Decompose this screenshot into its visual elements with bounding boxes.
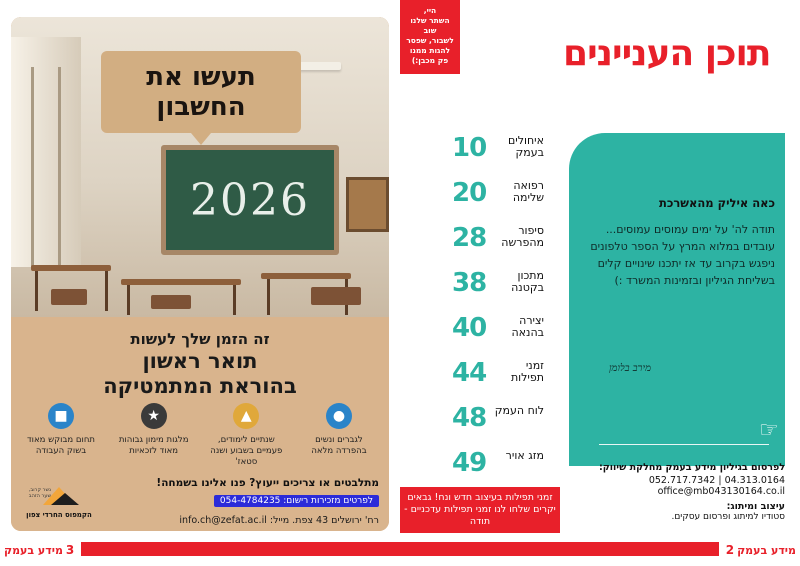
divider bbox=[599, 444, 769, 445]
footer-left: מידע בעמק 3 bbox=[0, 542, 81, 558]
footer-bar bbox=[0, 542, 800, 556]
feature-item: ● לגברים ונשים בהפרדה מלאה bbox=[299, 403, 379, 473]
marketing-email[interactable]: office@mb043130164.co.il bbox=[657, 486, 785, 497]
toc-item[interactable]: 48 לוח העמק bbox=[452, 403, 544, 433]
contact-question: מתלבטים או צריכים ייעוץ? פנו אלינו בשמחה! bbox=[156, 477, 379, 489]
feature-item: ★ מלגות מימון גבוהות מאוד לזכאיות bbox=[114, 403, 194, 473]
headline-callout: תעשו את החשבון bbox=[101, 51, 301, 133]
career-icon: ■ bbox=[48, 403, 74, 429]
campus-logo: נשר קרוב, שער הזהב הקמפוס החרדי צפון bbox=[26, 487, 92, 519]
address-email[interactable]: רח' ירושלים 43 צפת. מייל: info.ch@zefat.ac.il bbox=[179, 515, 379, 526]
toc-item[interactable]: 28 סיפור מהפרשה bbox=[452, 223, 544, 253]
chalkboard-year: 2026 bbox=[190, 174, 310, 226]
ad-headline: זה הזמן שלך לעשות תואר ראשון בהוראת המתמטיקה bbox=[103, 330, 297, 398]
ad-details bbox=[11, 317, 389, 531]
editor-note-panel bbox=[569, 133, 785, 466]
ad-contact bbox=[11, 477, 389, 531]
page-number: 3 bbox=[65, 543, 75, 557]
toc-item[interactable]: 44 זמני תפילות bbox=[452, 358, 544, 388]
toc-item[interactable]: 38 מתכון בקטנה bbox=[452, 268, 544, 298]
credits: לפרסום בגיליון מידע בעמק מחלקת שיווק: 04.313.0164 | 052.717.7342 office@mb043130164.co.il עיצוב ומיתוג: סטודיו למיתוג ופרסום עסקים. bbox=[598, 462, 785, 522]
people-icon: ● bbox=[326, 403, 352, 429]
medal-icon: ★ bbox=[141, 403, 167, 429]
marketing-phones[interactable]: 04.313.0164 | 052.717.7342 bbox=[648, 475, 785, 486]
footer-right: 2 מידע בעמק bbox=[719, 542, 800, 558]
pointer-hand-icon: ☞ bbox=[759, 418, 779, 443]
editor-note-title: כאה איליק מהאשרכת bbox=[659, 196, 775, 210]
toc-item[interactable]: 49 מזג אויר bbox=[452, 448, 544, 478]
prayer-times-promo: זמני תפילות בעיצוב חדש ונח! גבאים יקרים שלחו לנו זמני תפילות עדכניים - תודה bbox=[400, 487, 560, 533]
feature-item: ▲ שנתיים לימודים, פעמיים בשבוע ושנה סטאז' bbox=[206, 403, 286, 473]
college-advertisement bbox=[11, 17, 389, 531]
page-title: תוכן העניינים bbox=[563, 33, 771, 74]
toc-item[interactable]: 40 יצירה בהנאה bbox=[452, 313, 544, 343]
registration-phone[interactable]: לפרטים מזכירות רישום: 054-4784235 bbox=[214, 495, 379, 507]
editor-note-body: תודה לה' על ימים עמוסים עמוסים... עובדים במלוא המרץ על הספר טלפונים ניפגש בקרוב עד אז יתכנו שינויים קלים בשליחת הגיליון ובזמינות המשרד :) bbox=[590, 223, 775, 287]
classroom-illustration bbox=[11, 17, 389, 317]
chalkboard bbox=[161, 145, 339, 255]
feature-item: ■ תחום מבוקש מאוד בשוק העבודה bbox=[21, 403, 101, 473]
page-number: 2 bbox=[725, 543, 735, 557]
toc-item[interactable]: 10 איחולים בעמק bbox=[452, 133, 544, 163]
editor-signature: מירב בלומן bbox=[609, 363, 651, 374]
graduation-cap-icon: ▲ bbox=[233, 403, 259, 429]
toc-item[interactable]: 20 רפואה שלימה bbox=[452, 178, 544, 208]
sticky-note: היי, השתר שלנו שוב לשבור, שפסר להגות ממנו פק מכבן:) bbox=[400, 0, 460, 74]
feature-list bbox=[21, 403, 379, 473]
